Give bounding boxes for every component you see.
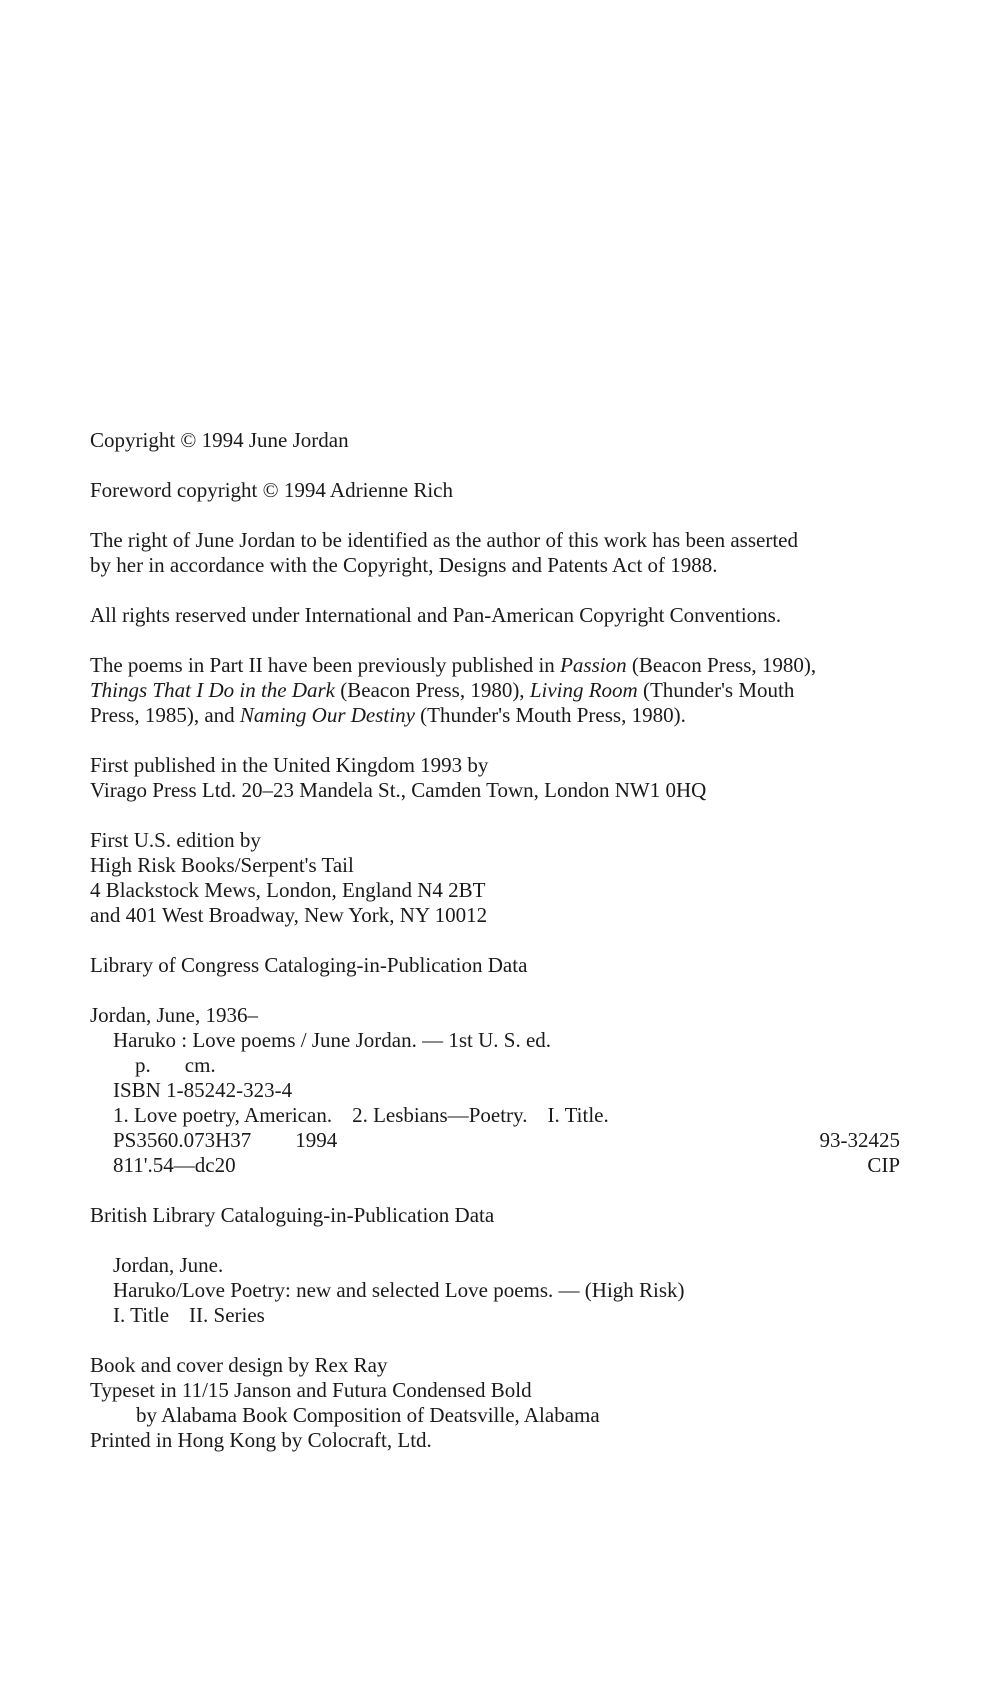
moral-rights-line-1: The right of June Jordan to be identified as the author of this work has been asserted [90,528,798,552]
bl-cip-series-2: II. Series [189,1303,265,1327]
bl-cip-title: Haruko/Love Poetry: new and selected Love poems. — (High Risk) [113,1278,685,1302]
loc-cip-classification: PS3560.073H37 [113,1128,252,1152]
bl-cip-series-1: I. Title [113,1303,170,1327]
us-edition-line-2: High Risk Books/Serpent's Tail [90,853,354,877]
book-title-living-room: Living Room [529,678,638,702]
prev-pub-line3-start: Press, 1985), and [90,703,240,727]
bl-cip-author: Jordan, June. [113,1253,224,1277]
us-edition-paragraph [90,828,900,928]
previous-publication-paragraph [90,653,900,728]
prev-pub-after-4: (Thunder's Mouth Press, 1980). [414,703,686,727]
loc-cip-lccn: 93-32425 [819,1128,900,1152]
loc-cip-dewey-row [90,1153,900,1178]
loc-cip-record [90,1003,900,1178]
bl-cip-record [90,1253,900,1328]
loc-cip-cm: cm. [184,1053,216,1077]
prev-pub-intro: The poems in Part II have been previously published in [90,653,561,677]
prev-pub-after-1: (Beacon Press, 1980), [626,653,817,677]
loc-cip-dewey: 811'.54—dc20 [113,1153,236,1177]
loc-cip-classification-row [90,1128,900,1153]
loc-cip-collation [90,1053,900,1078]
loc-cip-subject-1: 1. Love poetry, American. [113,1103,333,1127]
book-title-naming-our-destiny: Naming Our Destiny [239,703,415,727]
loc-cip-class-year: 1994 [295,1128,338,1152]
uk-pub-line-2: Virago Press Ltd. 20–23 Mandela St., Camden Town, London NW1 0HQ [90,778,707,802]
credits-typeset: Typeset in 11/15 Janson and Futura Condensed Bold [90,1378,532,1402]
us-edition-line-3: 4 Blackstock Mews, London, England N4 2BT [90,878,486,902]
loc-heading: Library of Congress Cataloging-in-Publication Data [90,953,528,977]
loc-cip-cip-label: CIP [867,1153,900,1177]
bl-cip-series-line [90,1303,900,1328]
credits-printed: Printed in Hong Kong by Colocraft, Ltd. [90,1428,432,1452]
copyright-page [90,428,900,1453]
uk-publication-paragraph [90,753,900,803]
foreword-copyright-line: Foreword copyright © 1994 Adrienne Rich [90,478,453,502]
prev-pub-after-2: (Beacon Press, 1980), [335,678,530,702]
prev-pub-line-1 [90,653,900,678]
prev-pub-line-3 [90,703,900,728]
uk-pub-line-1: First published in the United Kingdom 1993 by [90,753,489,777]
loc-cip-pages: p. [135,1053,151,1077]
credits-block [90,1353,900,1453]
credits-design: Book and cover design by Rex Ray [90,1353,388,1377]
us-edition-line-1: First U.S. edition by [90,828,261,852]
moral-rights-line-2: by her in accordance with the Copyright, Designs and Patents Act of 1988. [90,553,718,577]
book-title-things-that-i-do: Things That I Do in the Dark [90,678,336,702]
loc-cip-isbn: ISBN 1-85242-323-4 [113,1078,293,1102]
prev-pub-line-2 [90,678,900,703]
rights-reserved-line: All rights reserved under International and Pan-American Copyright Conventions. [90,603,782,627]
us-edition-line-4: and 401 West Broadway, New York, NY 10012 [90,903,488,927]
prev-pub-after-3: (Thunder's Mouth [637,678,795,702]
bl-heading: British Library Cataloguing-in-Publication Data [90,1203,495,1227]
credits-composition: by Alabama Book Composition of Deatsville, Alabama [136,1403,600,1427]
loc-cip-author: Jordan, June, 1936– [90,1003,258,1027]
loc-cip-subject-2: 2. Lesbians—Poetry. [352,1103,528,1127]
copyright-line: Copyright © 1994 June Jordan [90,428,349,452]
loc-cip-subjects [90,1103,900,1128]
moral-rights-paragraph [90,528,900,578]
book-title-passion: Passion [560,653,627,677]
loc-cip-title: Haruko : Love poems / June Jordan. — 1st U. S. ed. [113,1028,552,1052]
loc-cip-subject-3: I. Title. [547,1103,609,1127]
